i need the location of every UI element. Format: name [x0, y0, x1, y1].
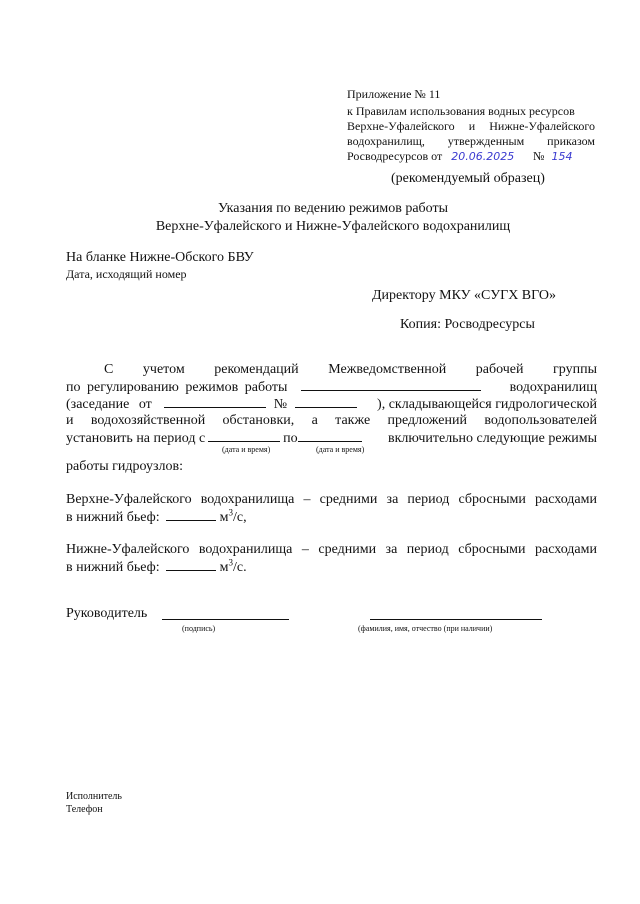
unit-per-second: /с, — [232, 510, 247, 525]
appendix-line: водохранилищ, утвержденным приказом — [347, 134, 595, 148]
body-p2-line2 — [66, 508, 247, 526]
body-p1-line2 — [66, 378, 597, 396]
appendix-order-line — [347, 149, 514, 164]
body-p2-line1: Верхне-Уфалейского водохранилища – средними за период сбросными расходами — [66, 492, 597, 507]
sample-label: (рекомендуемый образец) — [391, 171, 545, 186]
unit-m: м — [219, 560, 229, 575]
body-text: (заседание от — [66, 397, 152, 412]
unit-m: м — [219, 510, 229, 525]
letterhead-line: На бланке Нижне-Обского БВУ — [66, 250, 254, 265]
upper-flow-blank[interactable] — [166, 508, 216, 521]
hint-full-name: (фамилия, имя, отчество (при наличии) — [358, 624, 493, 633]
footer-executor: Исполнитель — [66, 791, 122, 802]
body-p3-line2 — [66, 558, 247, 576]
period-to-blank[interactable] — [298, 429, 362, 442]
number-sign: № — [533, 149, 545, 163]
appendix-line: Верхне-Уфалейского и Нижне-Уфалейского — [347, 119, 595, 133]
hint-date-to: (дата и время) — [316, 445, 365, 454]
document-title-line1: Указания по ведению режимов работы — [217, 201, 448, 216]
appendix-order-prefix: Росводресурсов от — [347, 149, 443, 163]
handwritten-number: 154 — [551, 150, 573, 163]
unit-superscript: 3 — [228, 507, 233, 518]
body-text: в нижний бьеф: — [66, 510, 160, 525]
hint-signature: (подпись) — [182, 624, 216, 633]
body-text: в нижний бьеф: — [66, 560, 160, 575]
copy-to: Копия: Росводресурсы — [400, 317, 535, 332]
handwritten-date: 20.06.2025 — [451, 150, 515, 163]
letterhead-date: Дата, исходящий номер — [66, 267, 187, 281]
body-text: включительно следующие режимы — [388, 431, 597, 446]
body-p3-line1: Нижне-Уфалейского водохранилища – средними за период сбросными расходами — [66, 542, 597, 557]
reservoir-name-blank[interactable] — [301, 378, 481, 391]
name-line[interactable] — [370, 619, 542, 620]
unit-superscript: 3 — [228, 557, 233, 568]
body-text: ), складывающейся гидрологической — [377, 397, 597, 412]
addressee: Директору МКУ «СУГХ ВГО» — [372, 288, 557, 303]
body-p1-line3 — [66, 395, 597, 413]
footer-phone: Телефон — [66, 804, 103, 815]
signature-line[interactable] — [162, 619, 289, 620]
body-text: № — [273, 397, 288, 412]
meeting-number-blank[interactable] — [295, 395, 357, 408]
document-title-line2: Верхне-Уфалейского и Нижне-Уфалейского водохранилищ — [155, 219, 511, 234]
body-text: водохранилищ — [509, 380, 597, 395]
body-p1-line1: С учетом рекомендаций Межведомственной рабочей группы — [104, 362, 597, 377]
appendix-number — [533, 149, 572, 164]
signature-label: Руководитель — [66, 606, 148, 621]
body-text: по — [283, 431, 298, 446]
body-text: установить на период с — [66, 431, 206, 446]
appendix-line: к Правилам использования водных ресурсов — [347, 104, 575, 118]
hint-date-from: (дата и время) — [222, 445, 271, 454]
appendix-title: Приложение № 11 — [347, 87, 441, 101]
period-from-blank[interactable] — [208, 429, 280, 442]
lower-flow-blank[interactable] — [166, 558, 216, 571]
body-p1-line6: работы гидроузлов: — [66, 459, 184, 474]
body-p1-line4: и водохозяйственной обстановки, а также предложений водопользователей — [66, 413, 597, 428]
body-text: по регулированию режимов работы — [66, 380, 288, 395]
unit-per-second: /с. — [232, 560, 247, 575]
meeting-date-blank[interactable] — [164, 395, 266, 408]
